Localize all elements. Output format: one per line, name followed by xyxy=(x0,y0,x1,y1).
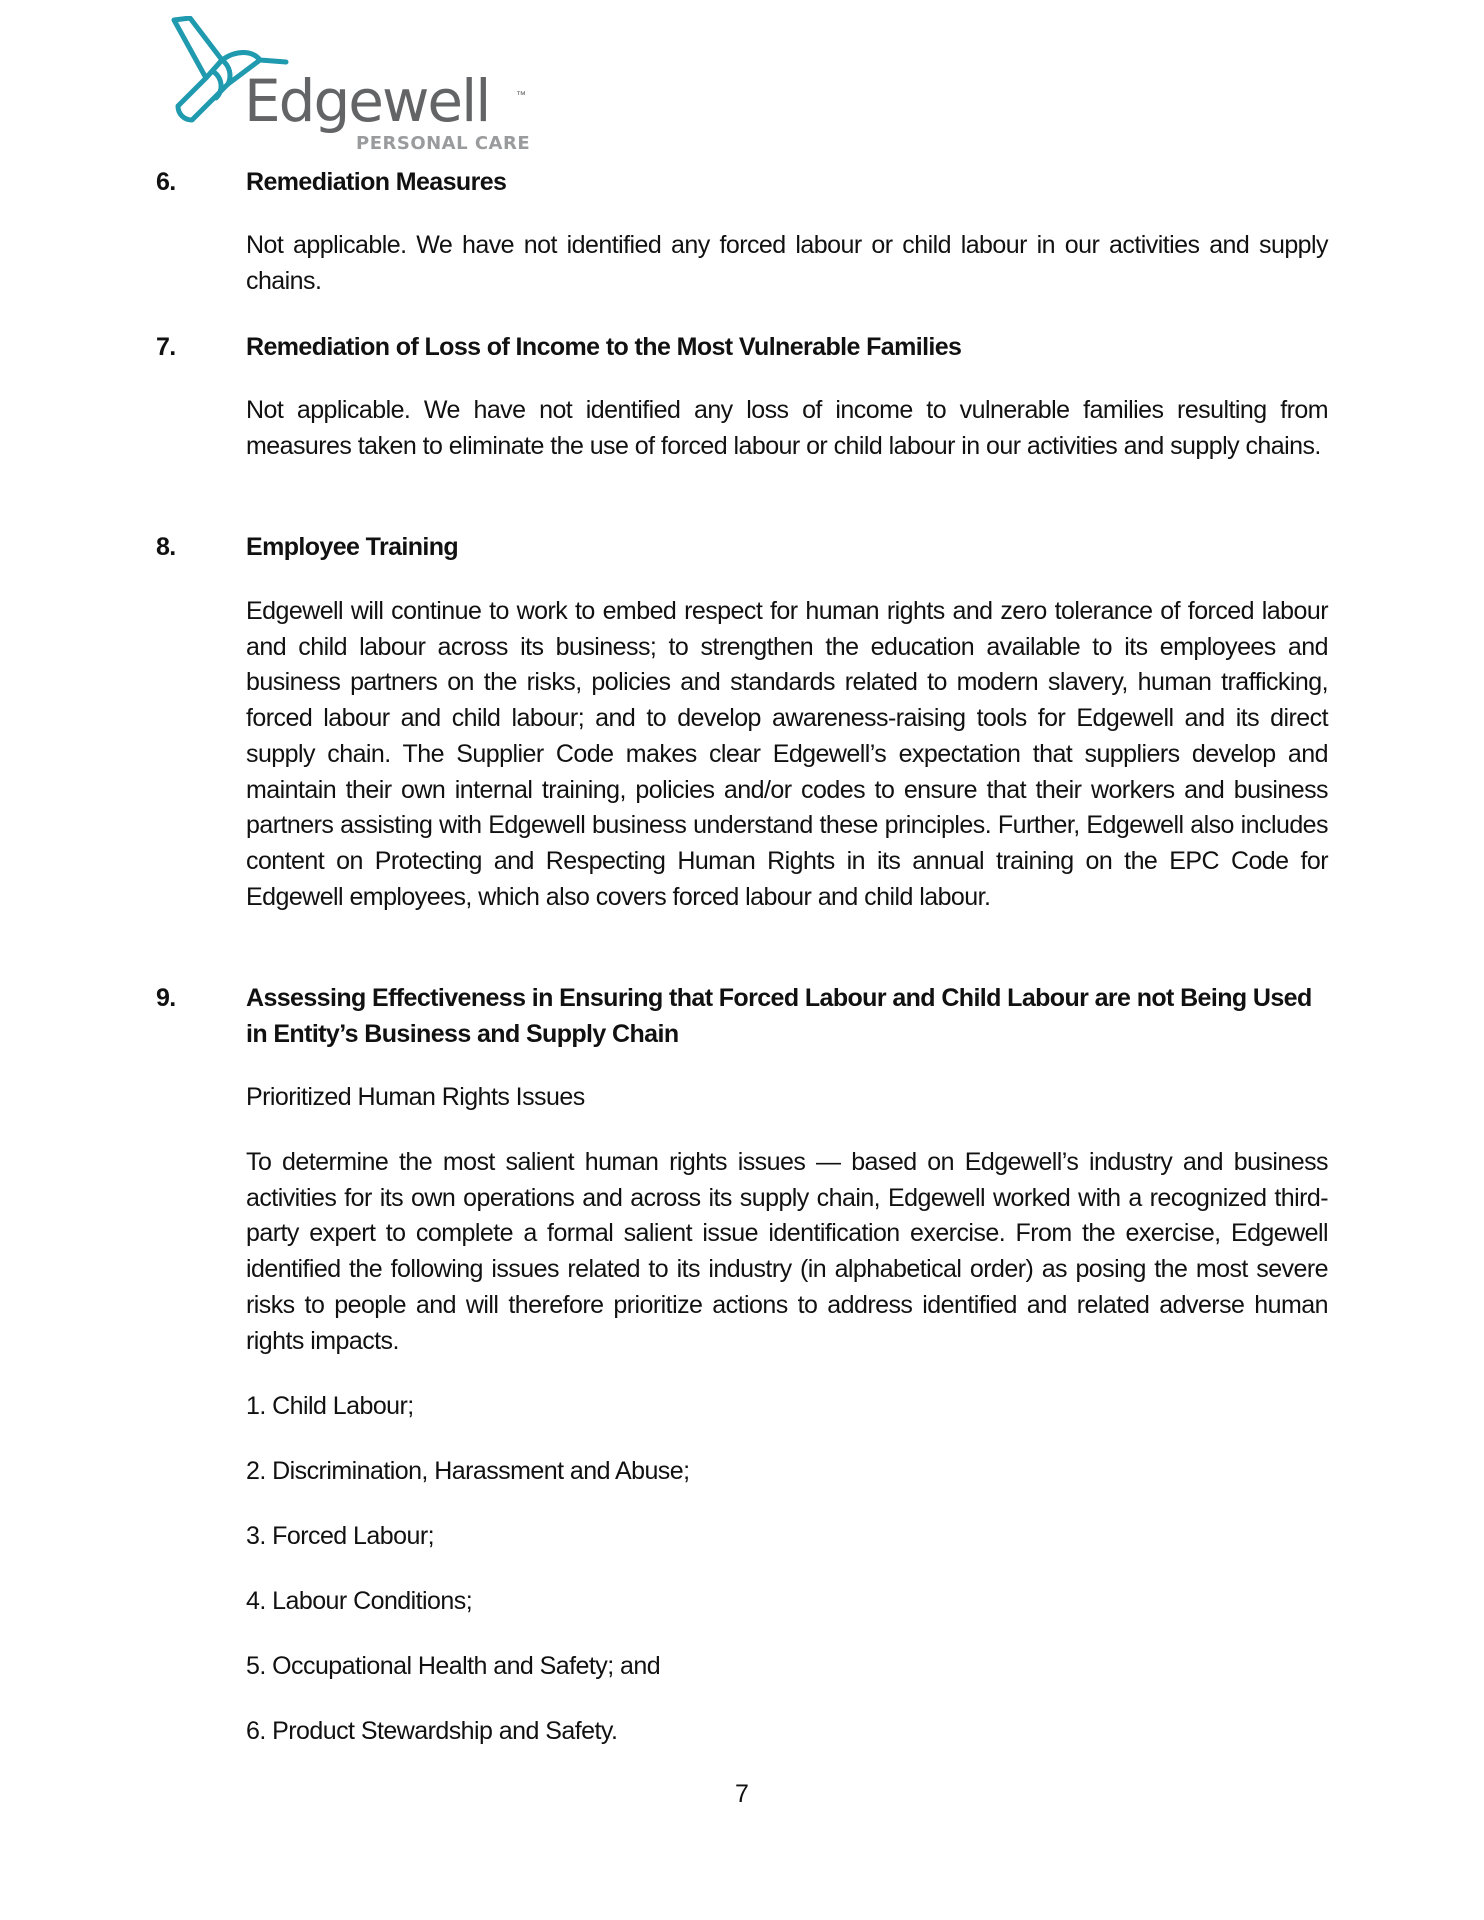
section-paragraph: Edgewell will continue to work to embed respect for human rights and zero tolerance of forced labour and child labour across its business; to strengthen the education available to its employees and business partners on the risks, policies and standards related to modern slavery, human trafficking, forced labour and child labour; and to develop awareness-raising tools for Edgewell and its direct supply chain. The Supplier Code makes clear Edgewell’s expectation that suppliers develop and maintain their own internal training, policies and/or codes to ensure that their workers and business partners assisting with Edgewell business understand these principles. Further, Edgewell also includes content on Protecting and Respecting Human Rights in its annual training on the EPC Code for Edgewell employees, which also covers forced labour and child labour. xyxy=(246,597,1328,911)
section-heading-9 xyxy=(156,980,1336,1052)
list-item: 4. Labour Conditions; xyxy=(246,1587,473,1615)
list-item: 6. Product Stewardship and Safety. xyxy=(246,1717,618,1745)
list-item: 2. Discrimination, Harassment and Abuse; xyxy=(246,1457,690,1485)
logo-trademark: ™ xyxy=(516,90,526,101)
section-paragraph: To determine the most salient human rights issues — based on Edgewell’s industry and business activities for its own operations and across its supply chain, Edgewell worked with a recognized third-party expert to complete a formal salient issue identification exercise. From the exercise, Edgewell identified the following issues related to its industry (in alphabetical order) as posing the most severe risks to people and will therefore prioritize actions to address identified and related adverse human rights impacts. xyxy=(246,1148,1328,1355)
logo-tagline: PERSONAL CARE xyxy=(356,133,531,154)
section-paragraph: Not applicable. We have not identified any loss of income to vulnerable families resulting from measures taken to eliminate the use of forced labour or child labour in our activities and supply chains. xyxy=(246,396,1328,460)
section-number: 6. xyxy=(156,168,176,196)
section-number: 9. xyxy=(156,984,176,1012)
list-item: 1. Child Labour; xyxy=(246,1392,414,1420)
page-number: 7 xyxy=(735,1780,749,1808)
section-subheading: Prioritized Human Rights Issues xyxy=(246,1083,585,1111)
section-title: Employee Training xyxy=(246,533,459,561)
section-title: Remediation Measures xyxy=(246,168,507,196)
logo-wordmark: Edgewell xyxy=(244,67,490,135)
section-title: Assessing Effectiveness in Ensuring that Forced Labour and Child Labour are not Being Used in Entity’s Business and Supply Chain xyxy=(246,984,1312,1048)
section-number: 7. xyxy=(156,333,176,361)
section-title: Remediation of Loss of Income to the Most Vulnerable Families xyxy=(246,333,962,361)
edgewell-logo xyxy=(166,16,546,156)
list-item: 3. Forced Labour; xyxy=(246,1522,434,1550)
section-paragraph: Not applicable. We have not identified any forced labour or child labour in our activities and supply chains. xyxy=(246,231,1328,295)
section-number: 8. xyxy=(156,533,176,561)
list-item: 5. Occupational Health and Safety; and xyxy=(246,1652,661,1680)
